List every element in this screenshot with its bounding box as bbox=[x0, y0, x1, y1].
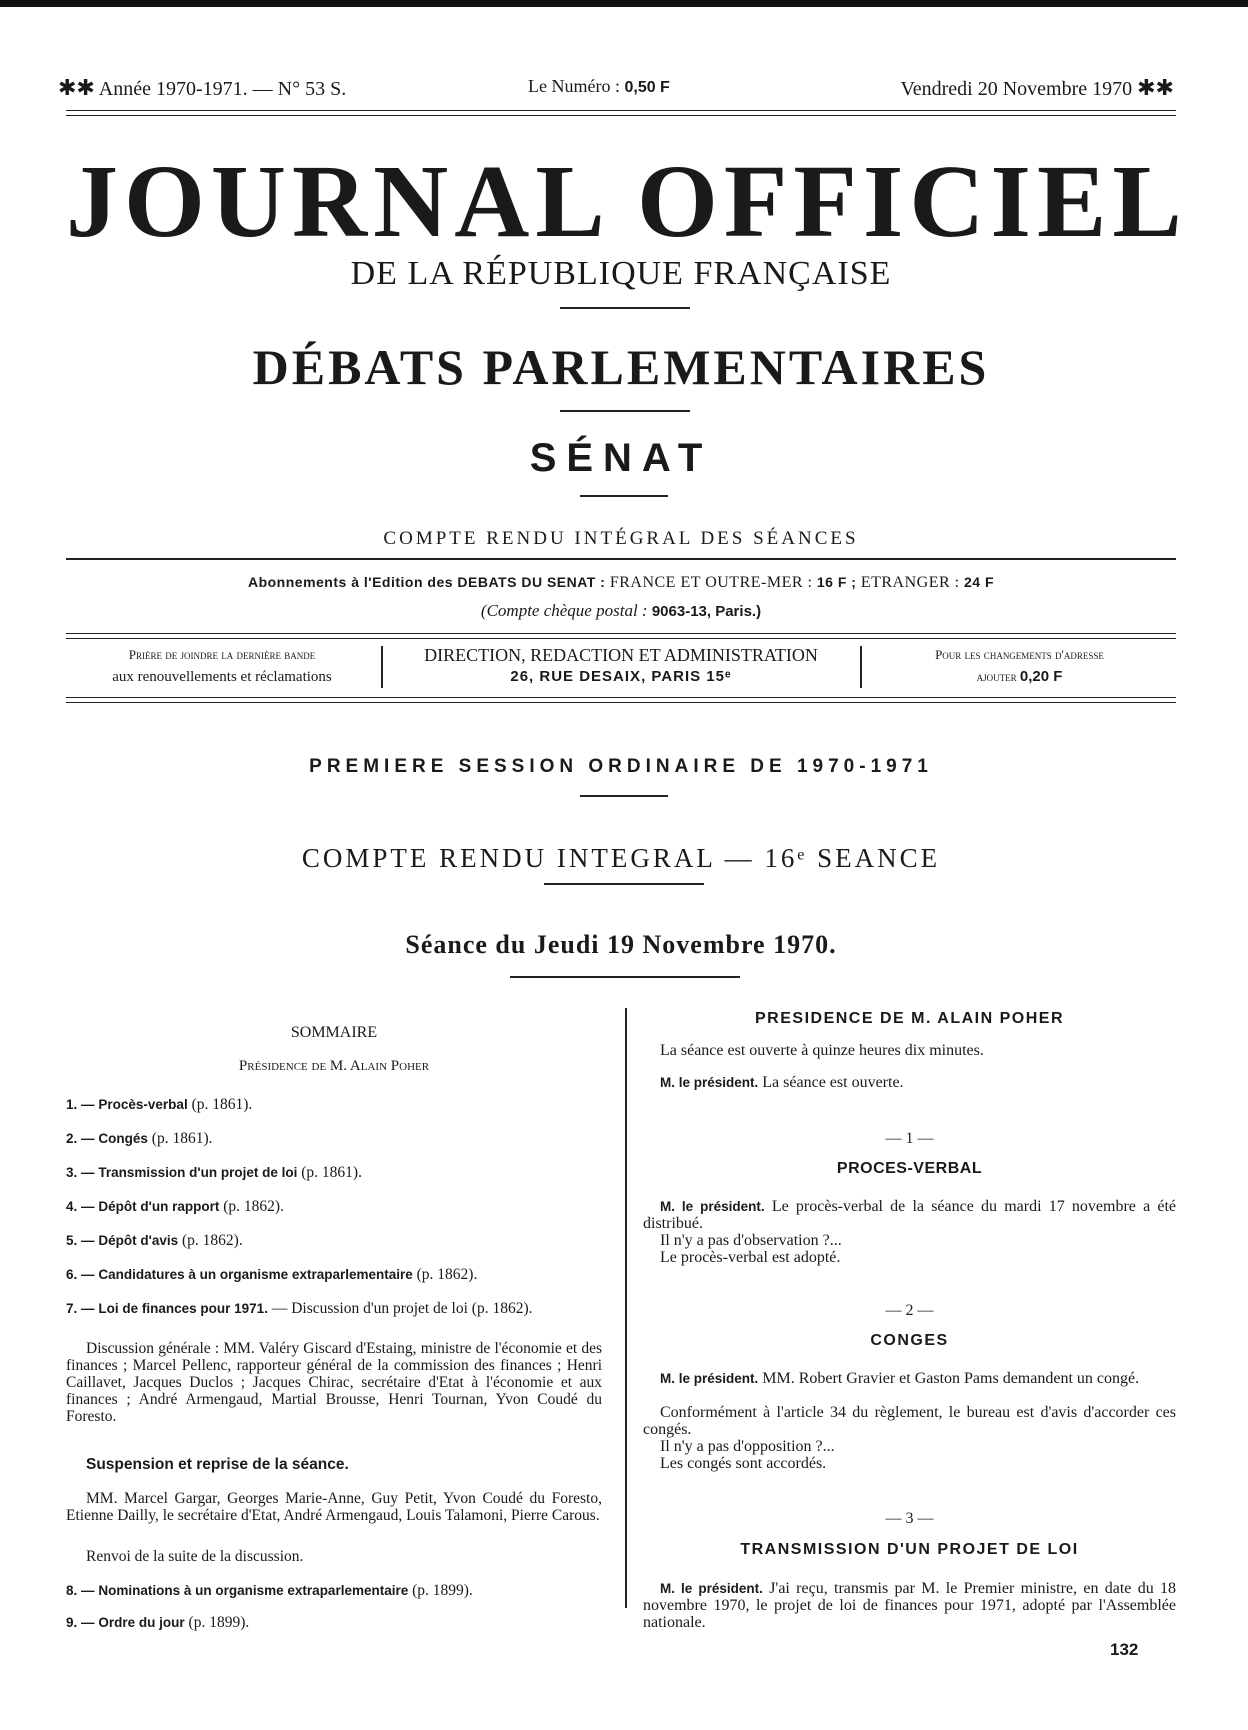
seance-title: Séance du Jeudi 19 Novembre 1970. bbox=[405, 930, 837, 959]
sommaire-suspension: Suspension et reprise de la séance. bbox=[86, 1456, 349, 1473]
info-left-line1: Prière de joindre la dernière bande bbox=[128, 647, 316, 662]
header-year bbox=[58, 76, 346, 101]
header-date bbox=[901, 76, 1175, 101]
section-number: — 2 — bbox=[885, 1302, 934, 1319]
sommaire-item: 7. — Loi de finances pour 1971. — Discussion d'un projet de loi (p. 1862). bbox=[66, 1300, 533, 1317]
masthead-title: JOURNAL OFFICIEL bbox=[66, 144, 1188, 259]
stars-icon: ✱✱ bbox=[1137, 76, 1174, 101]
info-right-line1: Pour les changements d'adresse bbox=[935, 647, 1104, 662]
etranger-price: 24 F bbox=[964, 574, 995, 590]
sommaire-title: SOMMAIRE bbox=[290, 1024, 378, 1041]
section-title: CONGES bbox=[870, 1332, 949, 1349]
section-text: M. le président. Le procès-verbal de la séance du mardi 17 novembre a été distribué. bbox=[643, 1198, 1177, 1232]
france-price: 16 F ; bbox=[816, 574, 857, 590]
sommaire-discussion: Discussion générale : MM. Valéry Giscard d'Estaing, ministre de l'économie et des finances ; Marcel Pellenc, rapporteur général de la commission des finances ; Henri Caillavet, Jacques Duclos ; Jacques Chirac, secrétaire d'Etat à l'économie et aux finances ; André Armengaud, Martial Brousse, Henri Tournan, Yvon Coudé du Foresto. bbox=[66, 1340, 602, 1425]
sommaire-item: 2. — Congés (p. 1861). bbox=[66, 1130, 213, 1147]
sommaire-item: 9. — Ordre du jour (p. 1899). bbox=[66, 1614, 250, 1631]
sommaire-mm: MM. Marcel Gargar, Georges Marie-Anne, Guy Petit, Yvon Coudé du Foresto, Etienne Dailly, le secrétaire d'Etat, André Armengaud, Louis Talamoni, Pierre Carous. bbox=[66, 1490, 602, 1524]
right-presidence: PRESIDENCE DE M. ALAIN POHER bbox=[755, 1010, 1064, 1027]
section-text: M. le président. MM. Robert Gravier et Gaston Pams demandent un congé. bbox=[660, 1370, 1140, 1387]
section-text: Il n'y a pas d'observation ?... bbox=[660, 1232, 842, 1249]
header-price bbox=[528, 76, 670, 97]
compte-rendu-integral: COMPTE RENDU INTEGRAL — 16ᵉ SEANCE bbox=[301, 843, 941, 873]
info-box-center bbox=[384, 644, 858, 690]
header-year-text: Année 1970-1971. bbox=[98, 78, 248, 100]
section-title: PROCES-VERBAL bbox=[836, 1160, 983, 1177]
cheque-line bbox=[66, 601, 1176, 621]
section-text: Les congés sont accordés. bbox=[660, 1455, 827, 1472]
cheque-label: (Compte chèque postal : bbox=[480, 601, 648, 620]
top-border bbox=[0, 0, 1248, 7]
stars-icon: ✱✱ bbox=[58, 76, 95, 101]
header-date-text: Vendredi 20 Novembre 1970 bbox=[900, 78, 1133, 100]
cheque-number: 9063-13, Paris.) bbox=[651, 603, 762, 620]
rule bbox=[66, 558, 1176, 560]
info-right-value: 0,20 F bbox=[1019, 668, 1063, 685]
subscriptions-line bbox=[66, 574, 1176, 592]
section-number: — 3 — bbox=[885, 1510, 934, 1527]
section-text: Il n'y a pas d'opposition ?... bbox=[660, 1438, 835, 1455]
rule bbox=[510, 976, 740, 978]
sommaire-item: 5. — Dépôt d'avis (p. 1862). bbox=[66, 1232, 243, 1249]
header-rule bbox=[66, 110, 1176, 116]
info-rule-top bbox=[66, 633, 1176, 639]
france-label: FRANCE ET OUTRE-MER : bbox=[609, 574, 813, 591]
session-title: PREMIERE SESSION ORDINAIRE DE 1970-1971 bbox=[309, 756, 933, 777]
masthead-subtitle: DE LA RÉPUBLIQUE FRANÇAISE bbox=[350, 255, 892, 292]
sommaire-item: 6. — Candidatures à un organisme extraparlementaire (p. 1862). bbox=[66, 1266, 478, 1283]
rule bbox=[560, 307, 690, 309]
debats-title: DÉBATS PARLEMENTAIRES bbox=[252, 339, 990, 395]
section-text: Conformément à l'article 34 du règlement, le bureau est d'avis d'accorder ces congés. bbox=[643, 1404, 1176, 1438]
sommaire-renvoi: Renvoi de la suite de la discussion. bbox=[86, 1548, 304, 1565]
price-label: Le Numéro : bbox=[528, 76, 620, 96]
divider bbox=[860, 646, 862, 688]
rule bbox=[580, 495, 668, 497]
divider bbox=[381, 646, 383, 688]
right-ouverture: La séance est ouverte à quinze heures dix minutes. bbox=[660, 1042, 984, 1059]
rule bbox=[580, 795, 668, 797]
sommaire-presidence: Présidence de M. Alain Poher bbox=[238, 1058, 430, 1074]
section-title: TRANSMISSION D'UN PROJET DE LOI bbox=[740, 1541, 1079, 1558]
compte-rendu-title: COMPTE RENDU INTÉGRAL DES SÉANCES bbox=[383, 528, 859, 549]
info-center-line1: DIRECTION, REDACTION ET ADMINISTRATION bbox=[424, 645, 818, 665]
header-number: — N° 53 S. bbox=[252, 78, 347, 100]
price-value: 0,50 F bbox=[624, 79, 670, 96]
section-text: M. le président. J'ai reçu, transmis par M. le Premier ministre, en date du 18 novembre 1970, le projet de loi de finances pour 1971, adopté par l'Assemblée nationale. bbox=[643, 1580, 1176, 1631]
info-left-line2: aux renouvellements et réclamations bbox=[112, 669, 332, 685]
sommaire-item: 4. — Dépôt d'un rapport (p. 1862). bbox=[66, 1198, 284, 1215]
page-number: 132 bbox=[1110, 1640, 1139, 1659]
info-center-line2: 26, RUE DESAIX, PARIS 15ᵉ bbox=[510, 668, 732, 685]
section-number: — 1 — bbox=[885, 1130, 934, 1147]
right-ouverte: M. le président. La séance est ouverte. bbox=[660, 1074, 904, 1091]
subscriptions-label: Abonnements à l'Edition des DEBATS DU SENAT : bbox=[247, 574, 606, 590]
info-rule-bottom bbox=[66, 697, 1176, 703]
etranger-label: ETRANGER : bbox=[860, 574, 960, 591]
sommaire-item: 1. — Procès-verbal (p. 1861). bbox=[66, 1096, 253, 1113]
sommaire-item: 3. — Transmission d'un projet de loi (p. 1861). bbox=[66, 1164, 362, 1181]
rule bbox=[544, 883, 704, 885]
column-divider bbox=[625, 1008, 627, 1608]
rule bbox=[560, 410, 690, 412]
sommaire-item: 8. — Nominations à un organisme extraparlementaire (p. 1899). bbox=[66, 1582, 473, 1599]
info-right-label: ajouter bbox=[976, 669, 1017, 684]
info-box-right bbox=[863, 644, 1176, 690]
section-text: Le procès-verbal est adopté. bbox=[660, 1249, 841, 1266]
chamber-title: SÉNAT bbox=[529, 436, 713, 480]
info-box-left bbox=[66, 644, 378, 690]
